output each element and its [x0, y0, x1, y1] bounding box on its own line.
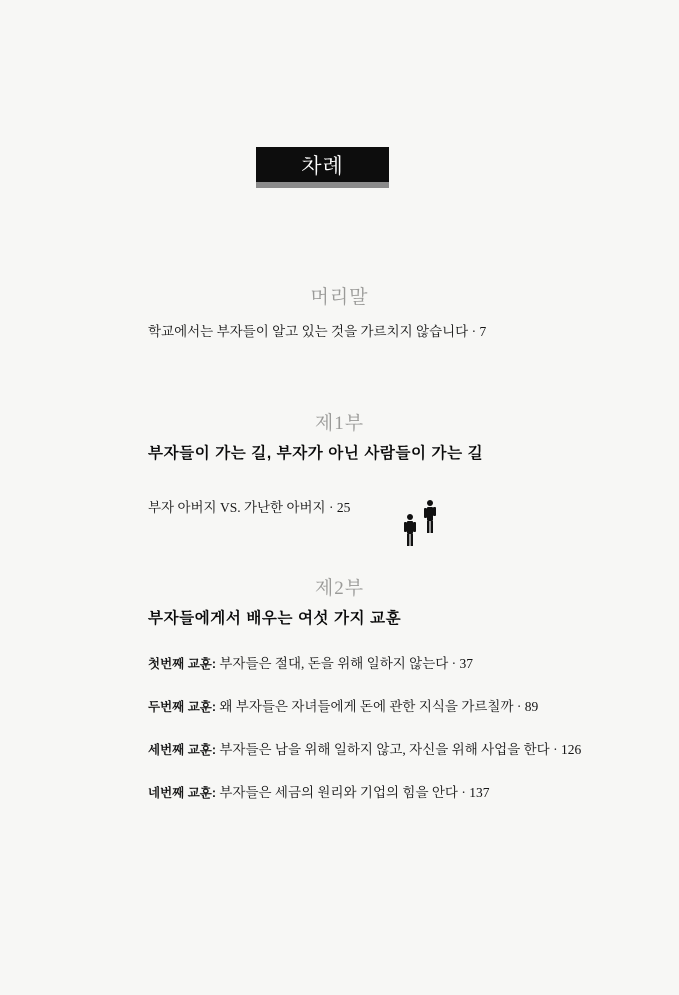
section-heading-part2: 제2부 [314, 578, 365, 599]
toc-entry-text: 부자 아버지 VS. 가난한 아버지 · 25 [148, 500, 351, 515]
toc-entry-lead: 첫번째 교훈: [148, 657, 217, 671]
title-underbar [256, 182, 389, 188]
section-subtitle-part2: 부자들에게서 배우는 여섯 가지 교훈 [148, 610, 402, 627]
toc-entry-text: 왜 부자들은 자녀들에게 돈에 관한 지식을 가르칠까 · 89 [216, 699, 539, 714]
section-heading-preface: 머리말 [310, 287, 369, 308]
toc-entry [148, 695, 538, 715]
toc-entry [148, 781, 489, 801]
toc-entry-text: 부자들은 절대, 돈을 위해 일하지 않는다 · 37 [216, 656, 474, 671]
toc-entry [148, 496, 350, 516]
businessmen-silhouette-icon [398, 495, 458, 555]
toc-entry-text: 부자들은 남을 위해 일하지 않고, 자신을 위해 사업을 한다 · 126 [216, 742, 582, 757]
toc-entry [148, 320, 486, 340]
toc-entry-lead: 세번째 교훈: [148, 743, 217, 757]
toc-entry [148, 738, 581, 758]
page-title-banner [256, 147, 389, 182]
toc-entry [148, 652, 473, 672]
toc-entry-text: 학교에서는 부자들이 알고 있는 것을 가르치지 않습니다 · 7 [148, 324, 487, 339]
toc-entry-lead: 두번째 교훈: [148, 700, 217, 714]
section-subtitle-part1: 부자들이 가는 길, 부자가 아닌 사람들이 가는 길 [148, 445, 484, 462]
toc-entry-lead: 네번째 교훈: [148, 786, 217, 800]
section-heading-part1: 제1부 [314, 413, 365, 434]
toc-entry-text: 부자들은 세금의 원리와 기업의 힘을 안다 · 137 [216, 785, 490, 800]
page-title: 차례 [301, 153, 344, 178]
